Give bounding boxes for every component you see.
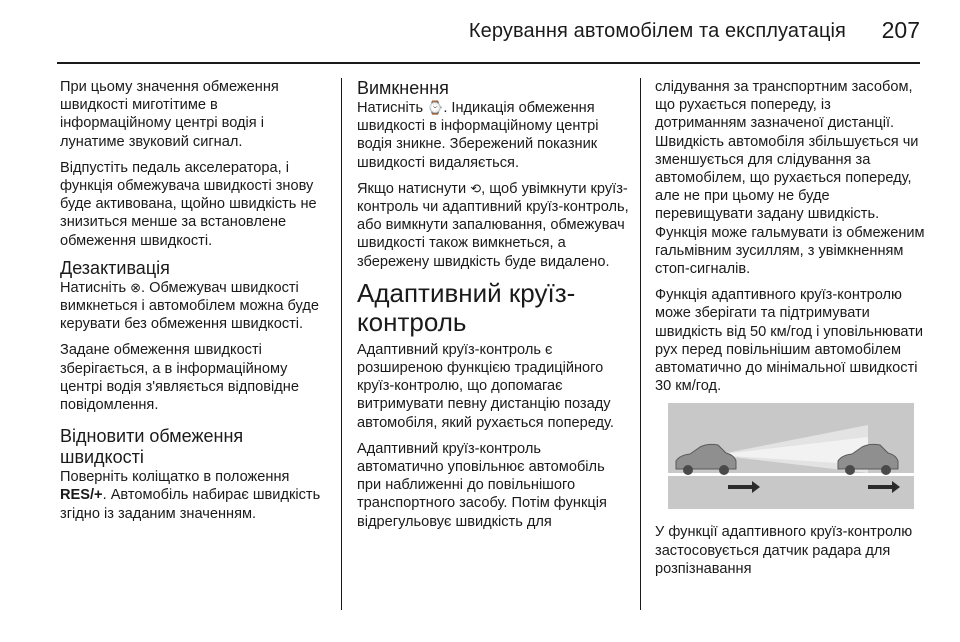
limiter-off-icon: ⊗	[130, 279, 142, 295]
paragraph: Поверніть коліщатко в положення RES/+. Автомобіль набирає швидкість згідно із заданим значенням.	[60, 469, 321, 522]
paragraph: Натисніть ⊗. Обмежувач швидкості вимкнеться і автомобілем можна буде керувати без обмеження швидкості.	[60, 279, 319, 333]
res-key-label: RES/+	[60, 487, 103, 504]
heading-switch-off: Вимкнення	[357, 78, 449, 98]
paragraph: У функції адаптивного круїз-контролю застосовується датчик радара для розпізнавання	[655, 524, 913, 577]
column-2	[357, 78, 629, 539]
paragraph: Задане обмеження швидкості зберігається, а в інформаційному центрі водія з'являється відповідне повідомлення.	[60, 342, 299, 414]
paragraph: Функція адаптивного круїз-контролю може зберігати та підтримувати швидкість від 50 км/год і уповільнювати рух перед повільнішим автомобілем автоматично до мінімальної швидкості 30 км/год.	[655, 287, 924, 395]
cruise-control-icon: ⟲	[470, 180, 482, 196]
direction-arrow-icon	[728, 481, 760, 493]
column-1	[60, 78, 328, 531]
follower-car-icon	[676, 445, 736, 476]
page-header	[0, 0, 960, 60]
header-rule	[57, 62, 920, 64]
speed-limiter-icon: ⌚	[427, 100, 444, 115]
paragraph: Адаптивний круїз-контроль є розширеною функцією традиційного круїз-контролю, що допомагає витримувати певну дистанцію позаду автомобіля, який рухається попереду.	[357, 341, 614, 431]
running-header-title: Керування автомобілем та експлуатація	[468, 20, 846, 42]
column-divider	[341, 78, 342, 610]
paragraph: Якщо натиснути ⟲, щоб увімкнути круїз-контроль чи адаптивний круїз-контроль, або вимкнути запалювання, обмежувач швидкості також вимкнеться, а збережену швидкість буде видалено.	[357, 180, 629, 270]
column-3	[655, 78, 925, 586]
heading-restore-limit: Відновити обмеження швидкості	[60, 426, 244, 468]
page-number: 207	[881, 17, 920, 43]
paragraph: Натисніть ⌚. Індикація обмеження швидкості в інформаційному центрі водія зникне. Збережений показник швидкості видаляється.	[357, 100, 599, 171]
column-divider	[640, 78, 641, 610]
heading-deactivation: Дезактивація	[60, 257, 170, 278]
direction-arrow-icon	[868, 481, 900, 493]
paragraph: слідування за транспортним засобом, що рухається попереду, із дотриманням зазначеної дистанції. Швидкість автомобіля збільшується чи зменшується для слідування за автомобілем, що рухається попереду, але не при цьому не буде перевищувати задану швидкість. Функція може гальмувати із обмеженим гальмівним зусиллям, з увімкненням стоп-сигналів.	[655, 79, 925, 278]
paragraph: При цьому значення обмеження швидкості миготітиме в інформаційному центрі водія і лунатиме звуковий сигнал.	[60, 79, 279, 150]
paragraph: Відпустіть педаль акселератора, і функція обмежувача швидкості знову буде активована, щойно швидкість не знизиться менше за встановлене обмеження швидкості.	[60, 159, 317, 249]
radar-illustration	[655, 403, 925, 513]
heading-adaptive-cruise-control: Адаптивний круїз-контроль	[357, 277, 576, 337]
paragraph: Адаптивний круїз-контроль автоматично уповільнює автомобіль при наближенні до повільнішого транспортного засобу. Потім функція відрегульовує швидкість для	[357, 440, 607, 530]
